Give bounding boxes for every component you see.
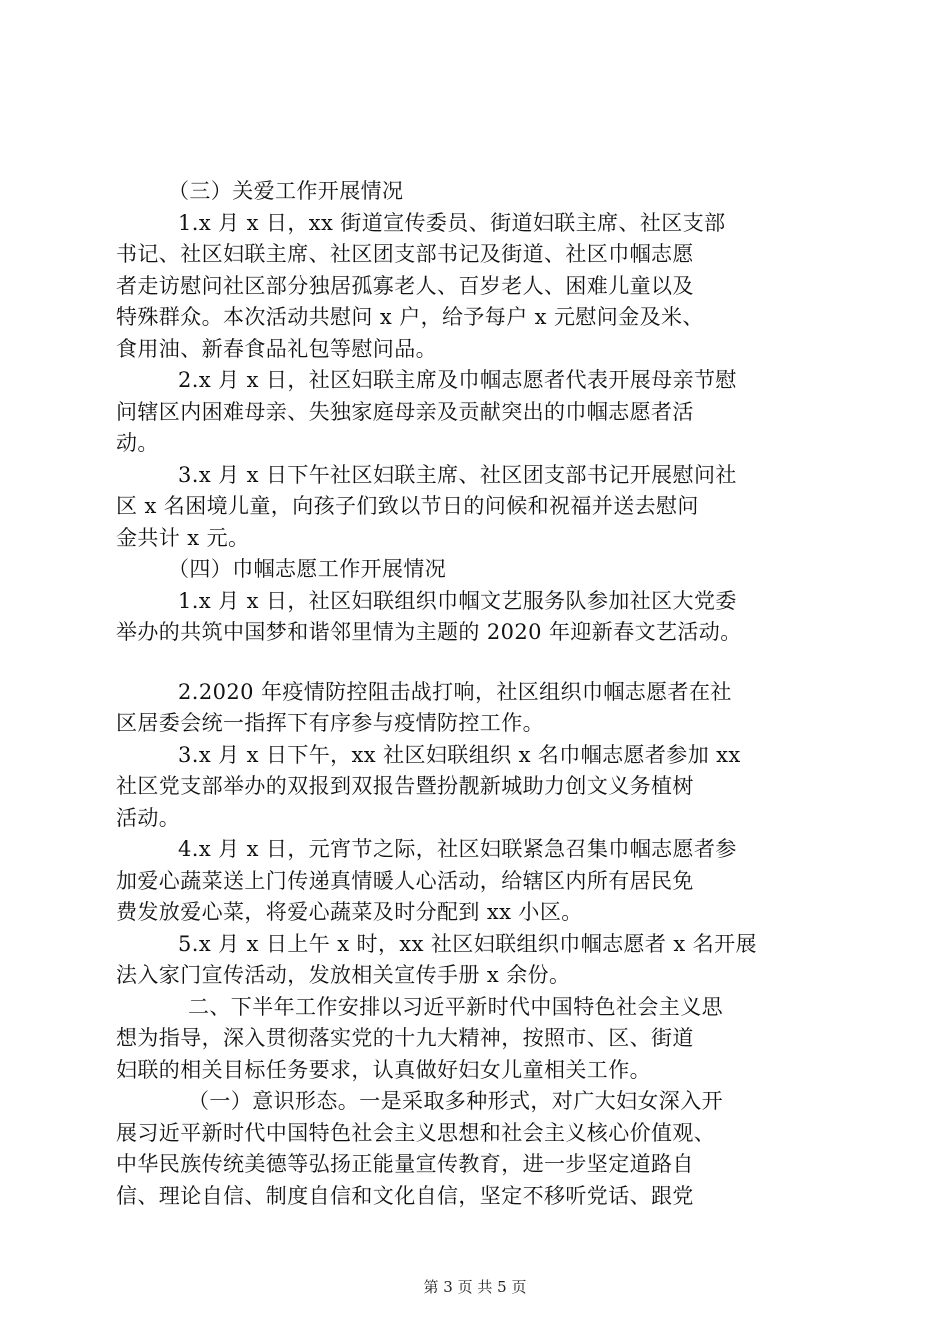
paragraph-line: 区 x 名困境儿童，向孩子们致以节日的问候和祝福并送去慰问	[116, 494, 699, 518]
paragraph-line: 法入家门宣传活动，发放相关宣传手册 x 余份。	[116, 963, 571, 987]
paragraph-line: 1.x 月 x 日，社区妇联组织巾帼文艺服务队参加社区大党委	[178, 588, 737, 613]
section-heading-2: 二、下半年工作安排以习近平新时代中国特色社会主义思	[188, 994, 723, 1019]
document-body	[116, 176, 846, 1212]
paragraph-line: 加爱心蔬菜送上门传递真情暖人心活动，给辖区内所有居民免	[116, 868, 694, 893]
paragraph-line: 活动。	[116, 805, 181, 830]
paragraph-line: 动。	[116, 431, 159, 455]
paragraph-line: 3.x 月 x 日下午社区妇联主席、社区团支部书记开展慰问社	[178, 462, 737, 487]
paragraph-line: 想为指导，深入贯彻落实党的十九大精神，按照市、区、街道	[116, 1026, 694, 1050]
paragraph-line: 1.x 月 x 日，xx 街道宣传委员、街道妇联主席、社区支部	[178, 210, 726, 235]
paragraph-line: 2.x 月 x 日，社区妇联主席及巾帼志愿者代表开展母亲节慰	[178, 368, 737, 392]
paragraph-line: 者走访慰问社区部分独居孤寡老人、百岁老人、困难儿童以及	[116, 273, 694, 298]
paragraph-line: 食用油、新春食品礼包等慰问品。	[116, 336, 437, 361]
paragraph-line: 举办的共筑中国梦和谐邻里情为主题的 2020 年迎新春文艺活动。	[116, 620, 742, 644]
paragraph-line: 妇联的相关目标任务要求，认真做好妇女儿童相关工作。	[116, 1057, 651, 1082]
paragraph-line: 展习近平新时代中国特色社会主义思想和社会主义核心价值观、	[116, 1120, 716, 1145]
blank-line	[116, 649, 846, 677]
paragraph-line: 社区党支部举办的双报到双报告暨扮靓新城助力创文义务植树	[116, 774, 694, 798]
paragraph-line: 2.2020 年疫情防控阻击战打响，社区组织巾帼志愿者在社	[178, 679, 732, 704]
paragraph-line: 4.x 月 x 日，元宵节之际，社区妇联紧急召集巾帼志愿者参	[178, 837, 737, 861]
paragraph-line: 3.x 月 x 日下午，xx 社区妇联组织 x 名巾帼志愿者参加 xx	[178, 742, 741, 767]
paragraph-line: 费发放爱心菜，将爱心蔬菜及时分配到 xx 小区。	[116, 900, 583, 924]
paragraph-line: 区居委会统一指挥下有序参与疫情防控工作。	[116, 711, 544, 735]
paragraph-line: （一）意识形态。一是采取多种形式，对广大妇女深入开	[188, 1089, 723, 1113]
section-heading-4: （四）巾帼志愿工作开展情况	[168, 557, 447, 581]
paragraph-line: 5.x 月 x 日上午 x 时，xx 社区妇联组织巾帼志愿者 x 名开展	[178, 931, 757, 956]
paragraph-line: 书记、社区妇联主席、社区团支部书记及街道、社区巾帼志愿	[116, 242, 694, 266]
section-heading-3: （三）关爱工作开展情况	[168, 179, 404, 203]
paragraph-line: 特殊群众。本次活动共慰问 x 户，给予每户 x 元慰问金及米、	[116, 305, 704, 329]
paragraph-line: 信、理论自信、制度自信和文化自信，坚定不移听党话、跟党	[116, 1183, 694, 1208]
paragraph-line: 问辖区内困难母亲、失独家庭母亲及贡献突出的巾帼志愿者活	[116, 399, 694, 424]
paragraph-line: 中华民族传统美德等弘扬正能量宣传教育，进一步坚定道路自	[116, 1152, 694, 1176]
page-footer: 第 3 页 共 5 页	[423, 1278, 527, 1296]
paragraph-line: 金共计 x 元。	[116, 525, 250, 550]
